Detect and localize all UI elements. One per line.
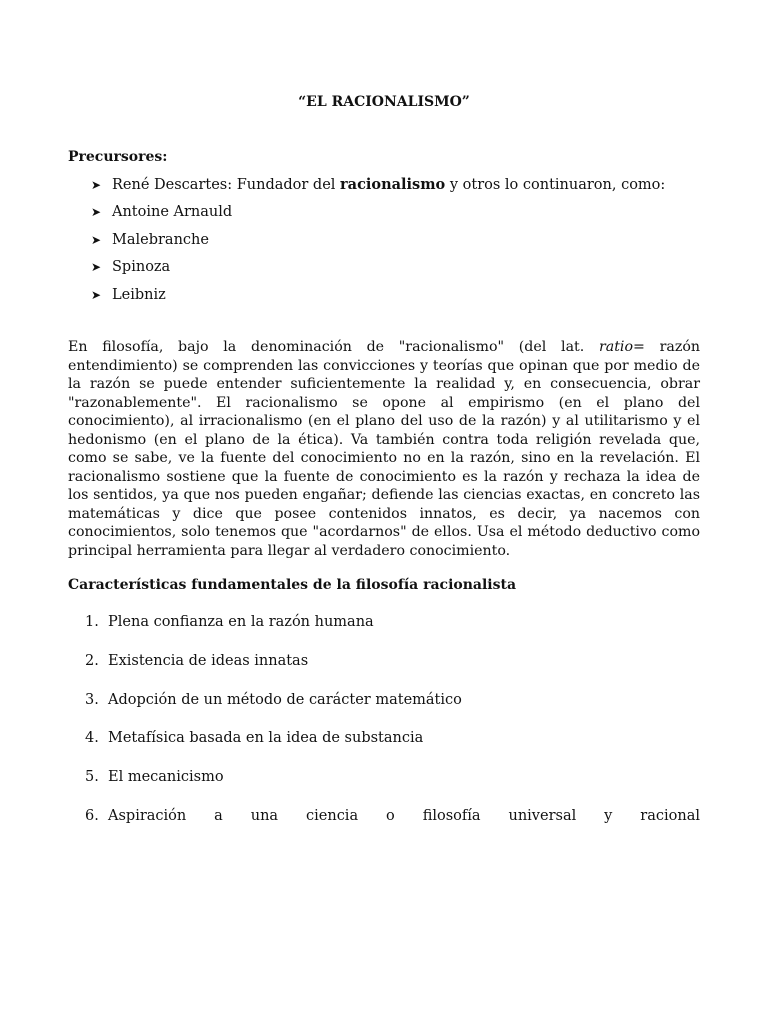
- list-item-text: Antoine Arnauld: [112, 204, 233, 221]
- list-item: [91, 175, 665, 202]
- arrow-bullet-icon: ➤: [91, 287, 102, 302]
- list-item: 5. El mecanicismo: [85, 769, 224, 786]
- list-item-text: Spinoza: [112, 259, 171, 276]
- list-item: [91, 202, 665, 229]
- precursores-list: [91, 175, 665, 312]
- arrow-bullet-icon: ➤: [91, 205, 102, 220]
- list-item: 3. Adopción de un método de carácter matemático: [85, 691, 462, 708]
- list-item: [91, 285, 665, 312]
- precursores-heading: Precursores:: [68, 149, 168, 165]
- caracteristicas-heading: Características fundamentales de la filosofía racionalista: [68, 577, 517, 593]
- list-item: 4. Metafísica basada en la idea de substancia: [85, 730, 424, 747]
- list-item: 6. Aspiración a una ciencia o filosofía universal y racional: [85, 808, 700, 824]
- arrow-bullet-icon: ➤: [91, 260, 102, 275]
- arrow-bullet-icon: ➤: [91, 178, 102, 192]
- characteristics-list: [85, 612, 462, 806]
- list-item: [91, 257, 665, 284]
- list-item: 2. Existencia de ideas innatas: [85, 652, 309, 669]
- list-item-text: René Descartes: Fundador del racionalismo y otros lo continuaron, como:: [112, 176, 666, 193]
- list-item: [91, 230, 665, 257]
- list-item-text: Malebranche: [112, 231, 209, 248]
- body-paragraph: En filosofía, bajo la denominación de "racionalismo" (del lat. ratio= razón entendimiento) se comprenden las convicciones y teorías que opinan que por medio de la razón se puede entender suficientemente la realidad y, en consecuencia, obrar "razonablemente". El racionalismo se opone al empirismo (en el plano del conocimiento), al irracionalismo (en el plano del uso de la razón) y al utilitarismo y el hedonismo (en el plano de la ética). Va también contra toda religión revelada que, como se sabe, ve la fuente del conocimiento no en la razón, sino en la revelación. El racionalismo sostiene que la fuente de conocimiento es la razón y rechaza la idea de los sentidos, ya que nos pueden engañar; defiende las ciencias exactas, en concreto las matemáticas y dice que posee contenidos innatos, es decir, ya nacemos con conocimientos, solo tenemos que "acordarnos" de ellos. Usa el método deductivo como principal herramienta para llegar al verdadero conocimiento.: [68, 339, 700, 559]
- arrow-bullet-icon: ➤: [91, 232, 102, 247]
- list-item-text: Leibniz: [112, 286, 166, 303]
- document-title: “EL RACIONALISMO”: [298, 94, 470, 110]
- list-item: 1. Plena confianza en la razón humana: [85, 614, 374, 630]
